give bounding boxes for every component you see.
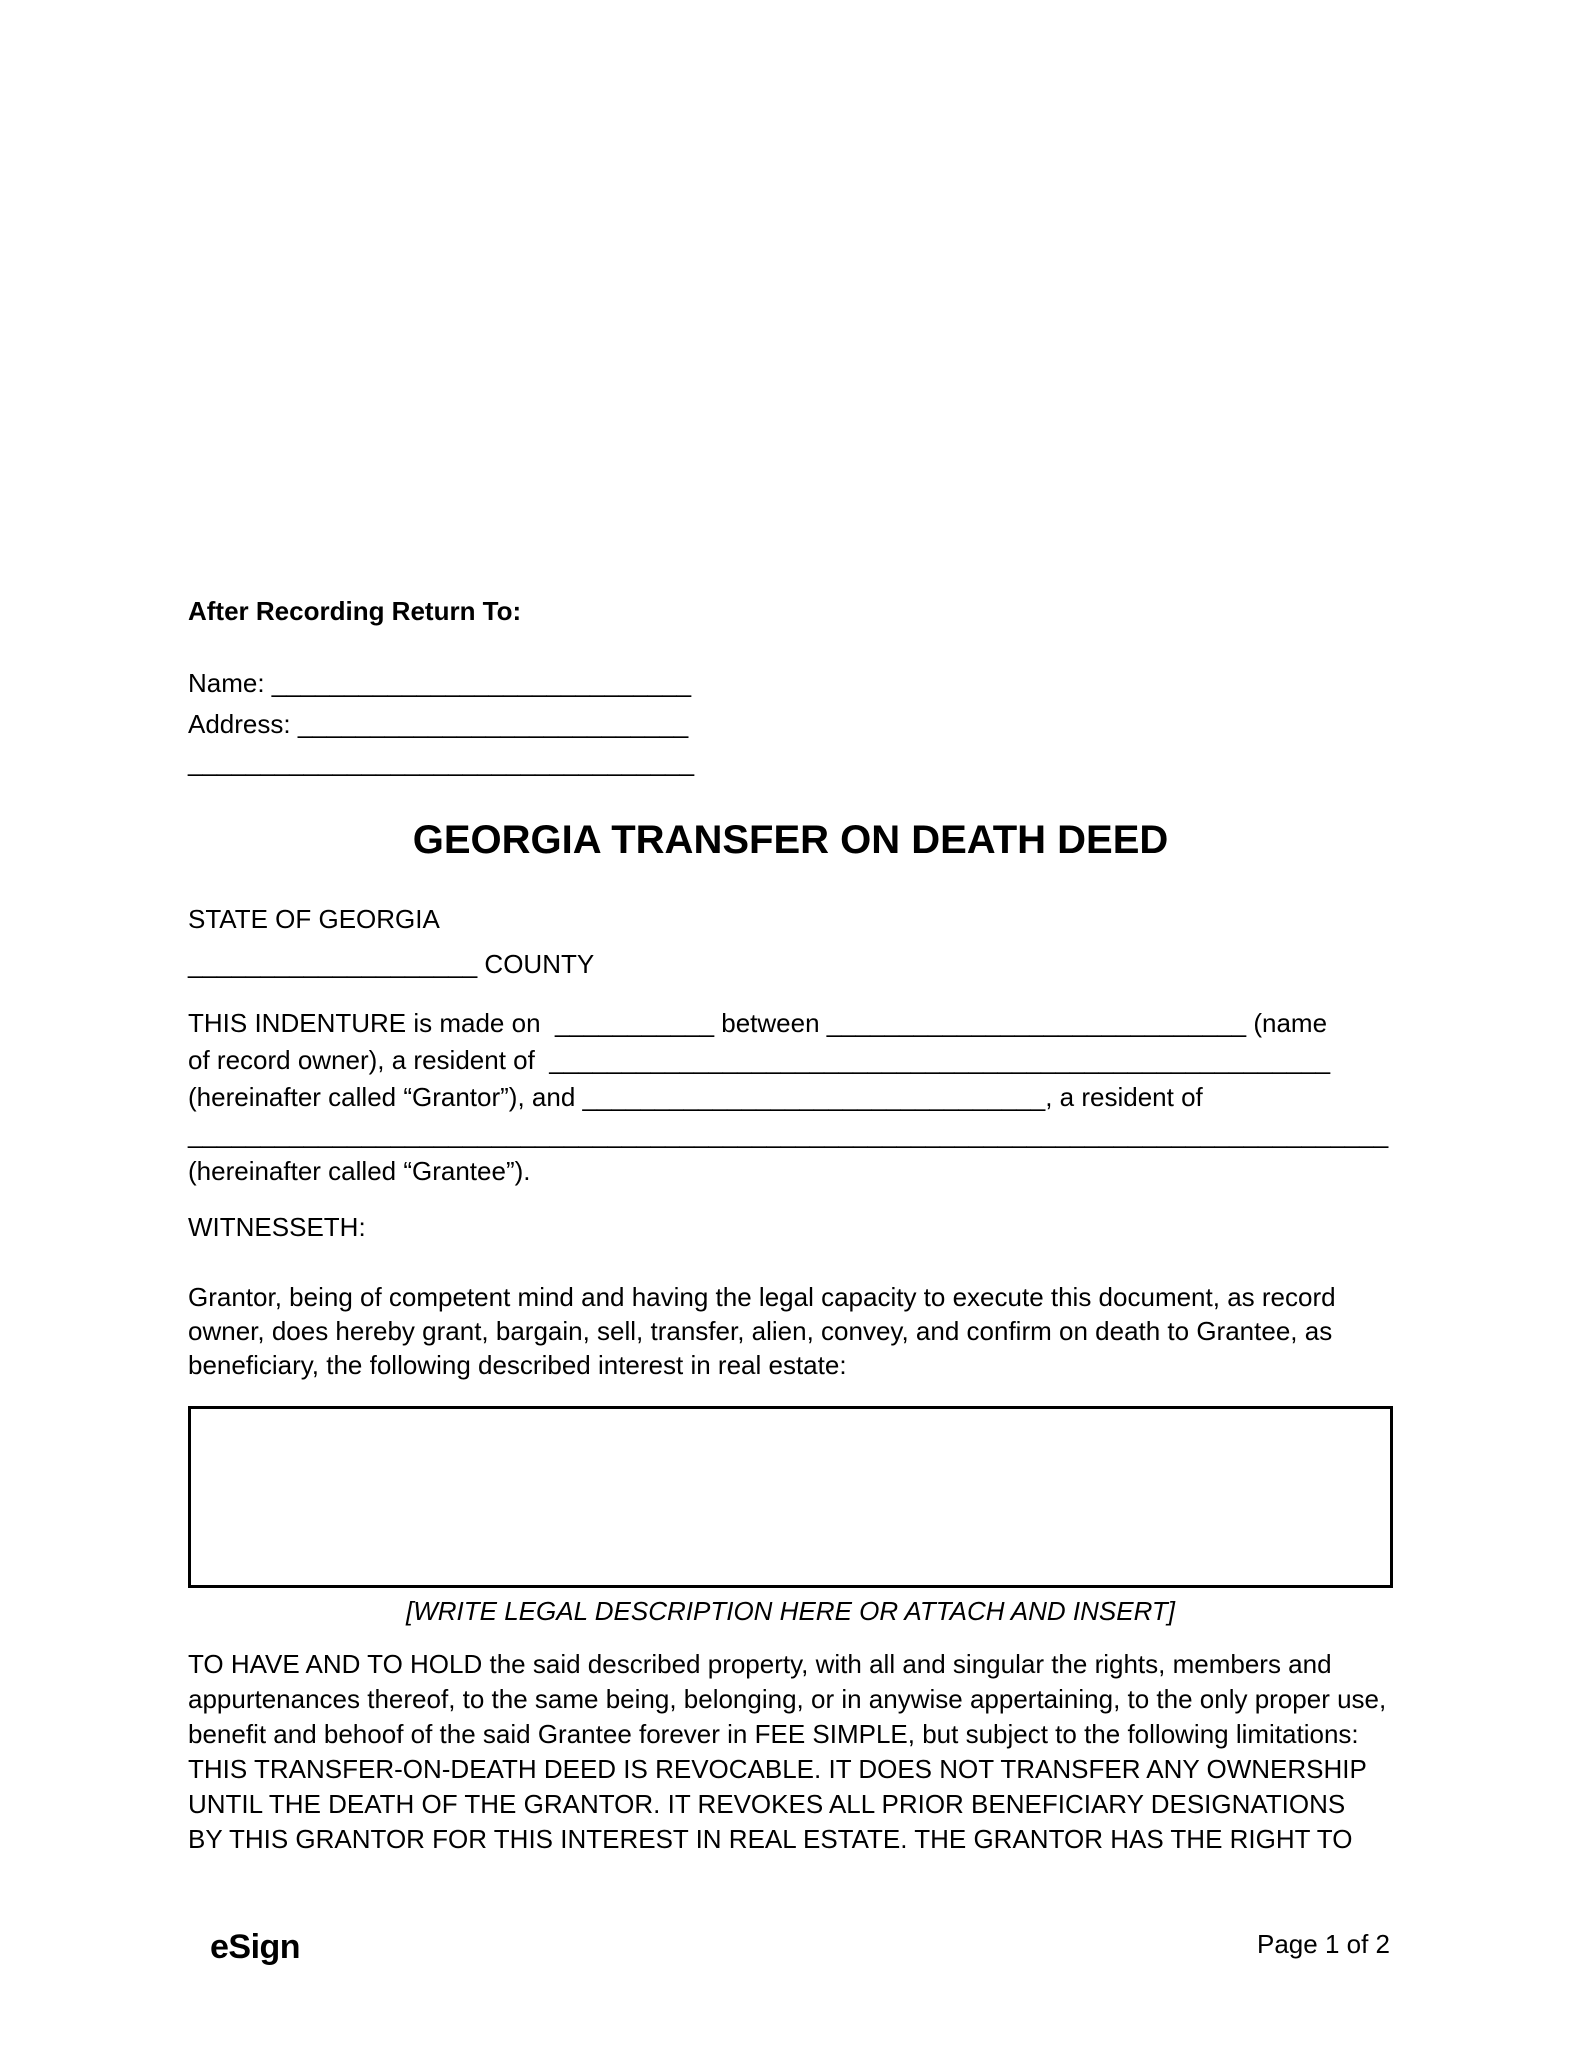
habendum-line-6: BY THIS GRANTOR FOR THIS INTEREST IN REAL ESTATE. THE GRANTOR HAS THE RIGHT TO [188,1824,1353,1854]
document-title: GEORGIA TRANSFER ON DEATH DEED [412,818,1169,862]
indenture-blank-line: ___________________________________________________________________________________ [188,1119,1389,1149]
page-indicator: Page 1 of 2 [1257,1929,1390,1959]
state-line: STATE OF GEORGIA [188,904,440,934]
return-to-address-line: Address: ___________________________ [188,709,689,739]
indenture-line-1: THIS INDENTURE is made on ___________ between _____________________________ (name [188,1008,1328,1038]
esign-logo: eSign [210,1928,301,1966]
habendum-line-4: THIS TRANSFER-ON-DEATH DEED IS REVOCABLE. IT DOES NOT TRANSFER ANY OWNERSHIP [188,1754,1367,1784]
habendum-line-2: appurtenances thereof, to the same being, belonging, or in anywise appertaining, to the only proper use, [188,1684,1387,1714]
return-to-name-line: Name: _____________________________ [188,668,692,698]
witnesseth-heading: WITNESSETH: [188,1212,366,1242]
grant-clause-line-3: beneficiary, the following described interest in real estate: [188,1350,847,1380]
indenture-line-2: of record owner), a resident of ______________________________________________________ [188,1045,1331,1075]
legal-description-box [188,1406,1393,1588]
habendum-line-1: TO HAVE AND TO HOLD the said described property, with all and singular the rights, members and [188,1649,1332,1679]
indenture-line-5: (hereinafter called “Grantee”). [188,1156,531,1186]
legal-description-caption: [WRITE LEGAL DESCRIPTION HERE OR ATTACH AND INSERT] [405,1596,1176,1626]
habendum-line-5: UNTIL THE DEATH OF THE GRANTOR. IT REVOKES ALL PRIOR BENEFICIARY DESIGNATIONS [188,1789,1346,1819]
grant-clause-paragraph [188,1280,1336,1382]
return-to-extra-blank-line: ___________________________________ [188,747,695,777]
indenture-paragraph [188,1005,1388,1190]
habendum-paragraph [188,1647,1386,1857]
grant-clause-line-2: owner, does hereby grant, bargain, sell, transfer, alien, convey, and confirm on death to Grantee, as [188,1316,1333,1346]
indenture-line-3: (hereinafter called “Grantor”), and ________________________________, a resident of [188,1082,1203,1112]
habendum-line-3: benefit and behoof of the said Grantee forever in FEE SIMPLE, but subject to the following limitations: [188,1719,1359,1749]
county-line: ____________________ COUNTY [188,949,595,979]
after-recording-heading: After Recording Return To: [188,596,522,626]
grant-clause-line-1: Grantor, being of competent mind and having the legal capacity to execute this document, as record [188,1282,1336,1312]
